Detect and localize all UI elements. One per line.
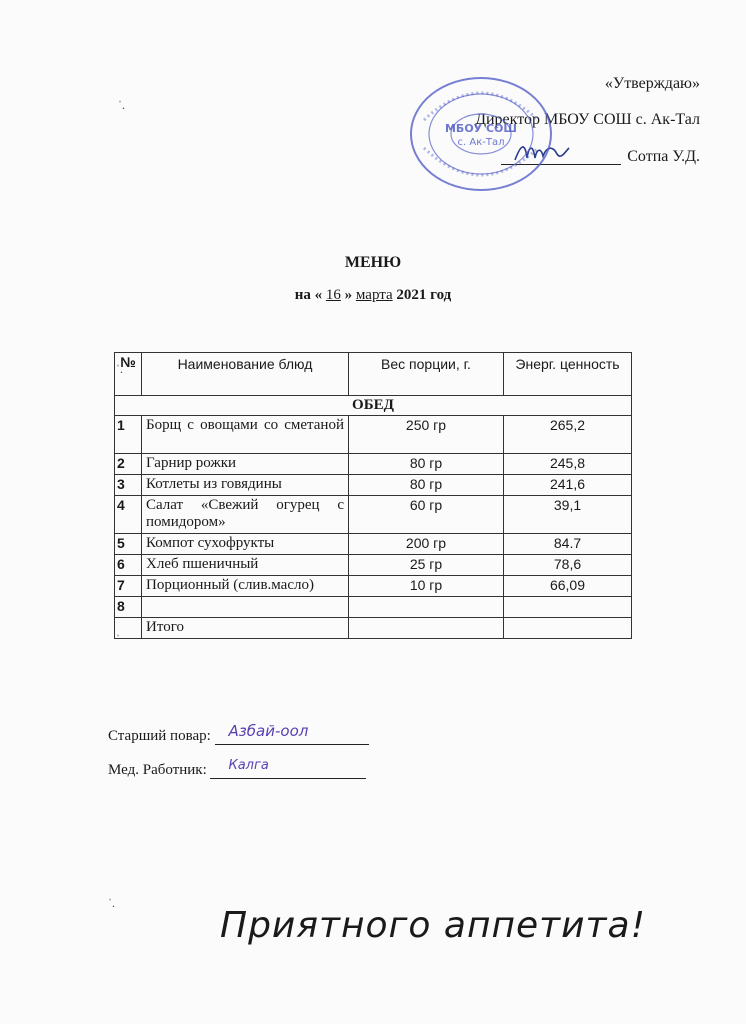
row-dish: Салат «Свежий огурец с помидором» — [142, 496, 349, 534]
row-number: 5 — [115, 534, 142, 555]
cook-signature: Азбай-оол — [228, 722, 309, 740]
table-row — [115, 454, 632, 475]
med-signature: Калга — [228, 758, 269, 773]
approval-heading: «Утверждаю» — [604, 75, 700, 92]
row-number: 7 — [115, 576, 142, 597]
stamp-text-1: МБОУ СОШ — [444, 122, 518, 135]
row-dish — [142, 597, 349, 618]
total-row — [115, 618, 632, 639]
med-label: Мед. Работник: — [108, 762, 207, 778]
date-suffix: 2021 год — [396, 287, 452, 303]
row-weight: 80 гр — [349, 475, 504, 496]
date-middle: » — [344, 287, 353, 303]
table-row — [115, 534, 632, 555]
med-signature-row — [108, 758, 366, 779]
page-title: МЕНЮ — [344, 254, 402, 271]
med-signature-line — [210, 758, 366, 779]
row-energy: 66,09 — [504, 576, 632, 597]
row-dish: Компот сухофрукты — [142, 534, 349, 555]
row-energy — [504, 597, 632, 618]
row-dish: Гарнир рожки — [142, 454, 349, 475]
row-weight: 200 гр — [349, 534, 504, 555]
header-energy: Энерг. ценность — [504, 353, 632, 396]
row-dish: Итого — [142, 618, 349, 639]
row-weight — [349, 597, 504, 618]
school-stamp-icon — [406, 74, 556, 194]
table-row — [115, 555, 632, 576]
approval-position: Директор МБОУ СОШ с. Ак-Тал — [475, 111, 700, 128]
row-energy: 265,2 — [504, 416, 632, 454]
row-weight: 250 гр — [349, 416, 504, 454]
cook-signature-line — [215, 722, 369, 745]
row-weight — [349, 618, 504, 639]
row-weight: 60 гр — [349, 496, 504, 534]
menu-date — [0, 287, 746, 304]
row-energy: 78,6 — [504, 555, 632, 576]
date-day: 16 — [325, 287, 341, 303]
menu-table — [114, 352, 632, 639]
header-number: № — [115, 353, 142, 396]
scan-mark: ˈ. — [108, 896, 115, 910]
row-dish: Борщ с овощами со сметаной — [142, 416, 349, 454]
row-energy: 84.7 — [504, 534, 632, 555]
row-dish: Котлеты из говядины — [142, 475, 349, 496]
row-number: 1 — [115, 416, 142, 454]
row-number: 3 — [115, 475, 142, 496]
row-energy: 245,8 — [504, 454, 632, 475]
row-number: 4 — [115, 496, 142, 534]
row-dish: Хлеб пшеничный — [142, 555, 349, 576]
header-weight: Вес порции, г. — [349, 353, 504, 396]
closing-wish: Приятного аппетита! — [220, 905, 647, 946]
table-row — [115, 597, 632, 618]
scan-mark: ˈ — [116, 632, 120, 646]
cook-label: Старший повар: — [108, 728, 211, 744]
row-weight: 10 гр — [349, 576, 504, 597]
header-dish: Наименование блюд — [142, 353, 349, 396]
approval-signer: Сотпа У.Д. — [627, 148, 700, 165]
table-row — [115, 475, 632, 496]
row-weight: 80 гр — [349, 454, 504, 475]
stamp-text-2: с. Ак-Тал — [457, 137, 505, 148]
row-energy: 241,6 — [504, 475, 632, 496]
section-label: ОБЕД — [115, 396, 632, 416]
row-energy — [504, 618, 632, 639]
section-row — [115, 396, 632, 416]
row-number: 2 — [115, 454, 142, 475]
table-row — [115, 416, 632, 454]
date-prefix: на « — [294, 287, 323, 303]
date-month: марта — [355, 287, 393, 303]
cook-signature-row — [108, 722, 369, 745]
row-weight: 25 гр — [349, 555, 504, 576]
row-dish: Порционный (слив.масло) — [142, 576, 349, 597]
row-number: 8 — [115, 597, 142, 618]
table-row — [115, 496, 632, 534]
scan-mark: ˈ. — [116, 362, 123, 376]
table-header-row — [115, 353, 632, 396]
table-row — [115, 576, 632, 597]
row-energy: 39,1 — [504, 496, 632, 534]
scan-mark: ˈ. — [118, 98, 125, 112]
row-number: 6 — [115, 555, 142, 576]
